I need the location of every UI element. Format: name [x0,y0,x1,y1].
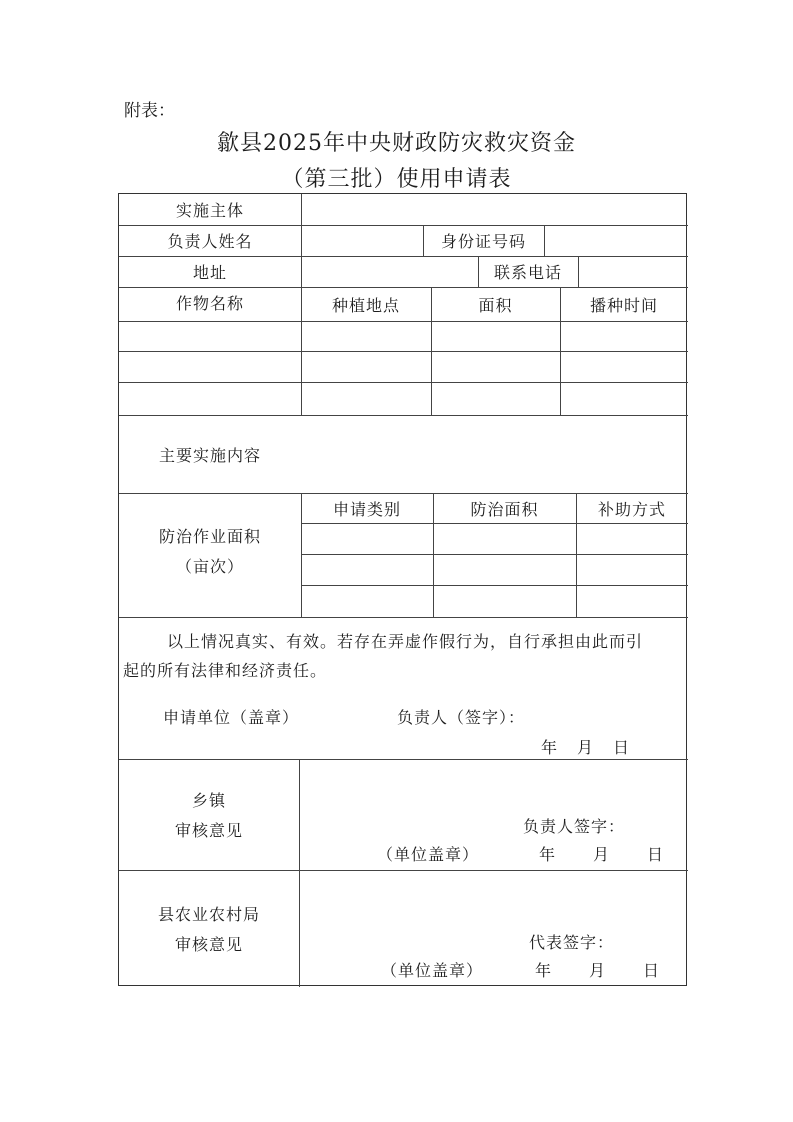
person-name-label: 负责人姓名 [167,232,253,251]
county-review-label: 审核意见 [174,934,243,954]
planting-location-header: 种植地点 [331,295,400,315]
row-divider [119,351,688,352]
application-form-table [118,193,687,986]
row-divider [119,382,688,383]
implementer-label: 实施主体 [175,201,244,220]
id-number-label: 身份证号码 [440,232,526,251]
county-seal: （单位盖章） [381,961,484,980]
row-divider [301,585,688,586]
main-content-label: 主要实施内容 [158,445,261,465]
col-divider [578,256,579,287]
row-divider [119,870,688,871]
sowing-time-header: 播种时间 [589,295,658,315]
row-divider [301,523,688,524]
county-signature: 代表签字： [529,933,615,952]
applicant-unit-seal: 申请单位（盖章） [163,708,300,727]
row-divider [301,554,688,555]
crop-name-header: 作物名称 [175,294,244,313]
form-title-line1: 歙县2025年中央财政防灾救灾资金 [217,131,576,156]
county-date: 年 月 日 [535,961,662,980]
col-divider [299,759,300,987]
township-review-label: 审核意见 [174,820,243,840]
phone-label: 联系电话 [493,263,562,282]
township-date: 年 月 日 [539,845,666,864]
declaration-line1: 以上情况真实、有效。若存在弄虚作假行为，自行承担由此而引 [167,632,644,651]
responsible-signature: 负责人（签字）： [397,708,526,727]
col-divider [544,225,545,256]
prevention-area-label: 防治作业面积 [158,526,261,546]
application-type-header: 申请类别 [332,499,401,519]
area-header: 面积 [478,295,513,315]
township-signature: 负责人签字： [523,817,626,836]
form-title-line2: （第三批）使用申请表 [281,167,512,192]
prevention-area-header: 防治面积 [470,499,539,519]
subsidy-method-header: 补助方式 [597,499,666,519]
county-bureau-label: 县农业农村局 [157,904,260,924]
row-divider [119,617,688,618]
address-label: 地址 [192,263,227,282]
row-divider [119,321,688,322]
township-seal: （单位盖章） [377,845,480,864]
declaration-date: 年 月 日 [541,738,632,757]
row-divider [119,759,688,760]
prevention-area-unit: （亩次） [175,556,244,576]
attachment-label: 附表： [124,101,175,121]
township-label: 乡镇 [191,790,226,810]
declaration-line2: 起的所有法律和经济责任。 [123,661,328,680]
